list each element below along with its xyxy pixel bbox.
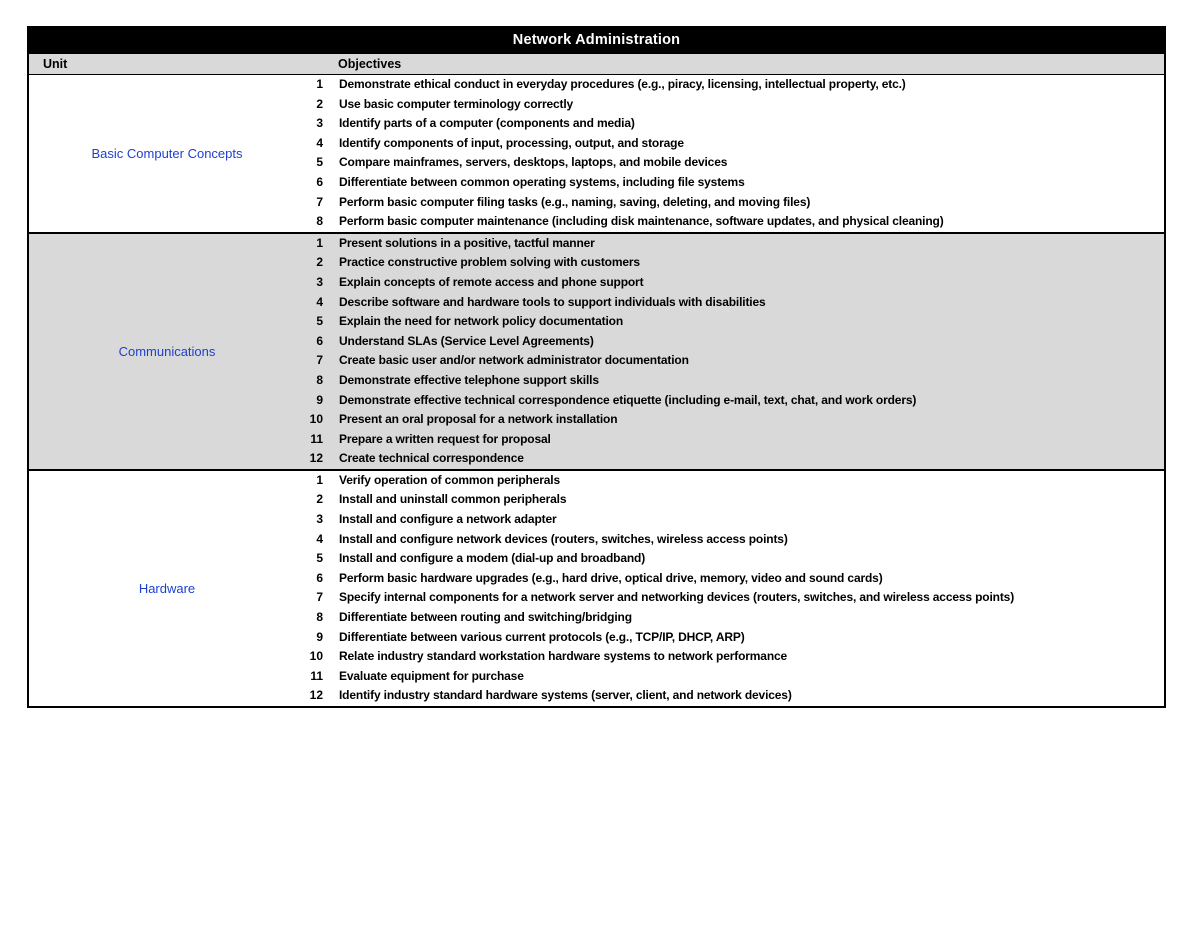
objective-text: Install and configure a network adapter bbox=[339, 512, 557, 527]
objective-text: Demonstrate effective technical correspondence etiquette (including e-mail, text, chat, and work orders) bbox=[339, 392, 917, 407]
objective-text: Create technical correspondence bbox=[339, 451, 524, 466]
objective-number: 9 bbox=[316, 629, 323, 644]
objective-text: Use basic computer terminology correctly bbox=[339, 96, 574, 111]
objective-text: Differentiate between common operating systems, including file systems bbox=[339, 174, 745, 189]
objective-text: Evaluate equipment for purchase bbox=[339, 668, 524, 683]
objective-number: 7 bbox=[316, 353, 323, 368]
objective-row bbox=[305, 114, 1164, 134]
objective-row bbox=[305, 75, 1164, 95]
objective-number: 11 bbox=[310, 668, 323, 683]
objective-row bbox=[305, 173, 1164, 193]
objective-number: 10 bbox=[309, 412, 323, 427]
objective-row bbox=[305, 273, 1164, 293]
objective-text: Specify internal components for a network server and networking devices (routers, switches, and wireless access points) bbox=[339, 590, 1015, 605]
header-row bbox=[29, 53, 1164, 75]
objective-number: 12 bbox=[309, 451, 323, 466]
objective-text: Identify industry standard hardware systems (server, client, and network devices) bbox=[339, 688, 792, 703]
objective-number: 4 bbox=[316, 294, 323, 309]
objective-row bbox=[305, 332, 1164, 352]
unit-section bbox=[29, 234, 1164, 471]
unit-name: Communications bbox=[118, 343, 216, 359]
objective-row bbox=[305, 608, 1164, 628]
objective-row bbox=[305, 410, 1164, 430]
unit-section bbox=[29, 75, 1164, 234]
objective-row bbox=[305, 351, 1164, 371]
objective-row bbox=[305, 686, 1164, 706]
objective-row bbox=[305, 530, 1164, 550]
objective-row bbox=[305, 391, 1164, 411]
objective-text: Present solutions in a positive, tactful manner bbox=[339, 235, 595, 250]
objective-text: Compare mainframes, servers, desktops, laptops, and mobile devices bbox=[339, 155, 728, 170]
objective-text: Demonstrate effective telephone support skills bbox=[339, 372, 599, 387]
objective-text: Relate industry standard workstation hardware systems to network performance bbox=[339, 649, 788, 664]
objective-number: 8 bbox=[316, 214, 323, 229]
objective-row bbox=[305, 471, 1164, 491]
objective-row bbox=[305, 153, 1164, 173]
objective-number: 4 bbox=[316, 531, 323, 546]
objective-text: Understand SLAs (Service Level Agreements) bbox=[339, 333, 594, 348]
objective-text: Demonstrate ethical conduct in everyday procedures (e.g., piracy, licensing, intellectual property, etc.) bbox=[339, 77, 906, 91]
objective-number: 5 bbox=[316, 551, 323, 566]
objective-row bbox=[305, 449, 1164, 469]
objective-number: 4 bbox=[316, 135, 323, 150]
objective-text: Identify components of input, processing, output, and storage bbox=[339, 135, 684, 150]
objective-number: 3 bbox=[316, 274, 323, 289]
objective-text: Practice constructive problem solving with customers bbox=[339, 255, 640, 270]
objective-text: Install and uninstall common peripherals bbox=[339, 492, 567, 507]
objective-row bbox=[305, 667, 1164, 687]
objective-row bbox=[305, 193, 1164, 213]
objectives-list bbox=[305, 75, 1164, 232]
objective-number: 1 bbox=[316, 472, 323, 487]
objective-number: 7 bbox=[316, 194, 323, 209]
objective-row bbox=[305, 569, 1164, 589]
objective-number: 1 bbox=[316, 77, 323, 91]
table-title: Network Administration bbox=[29, 28, 1164, 53]
objectives-table bbox=[27, 26, 1166, 708]
objective-row bbox=[305, 628, 1164, 648]
objective-row bbox=[305, 647, 1164, 667]
objective-text: Perform basic computer filing tasks (e.g., naming, saving, deleting, and moving files) bbox=[339, 194, 811, 209]
objective-number: 2 bbox=[316, 492, 323, 507]
objectives-list bbox=[305, 234, 1164, 469]
objective-row bbox=[305, 312, 1164, 332]
objective-text: Differentiate between various current protocols (e.g., TCP/IP, DHCP, ARP) bbox=[339, 629, 745, 644]
objective-number: 7 bbox=[316, 590, 323, 605]
objective-row bbox=[305, 95, 1164, 115]
objective-number: 2 bbox=[316, 96, 323, 111]
objective-number: 10 bbox=[309, 649, 323, 664]
objective-number: 11 bbox=[310, 431, 323, 446]
objective-number: 8 bbox=[316, 610, 323, 625]
objective-number: 5 bbox=[316, 155, 323, 170]
objective-row bbox=[305, 588, 1164, 608]
objective-row bbox=[305, 371, 1164, 391]
objective-number: 1 bbox=[316, 235, 323, 250]
objectives-list bbox=[305, 471, 1164, 706]
sections-container bbox=[29, 75, 1164, 706]
objective-number: 12 bbox=[309, 688, 323, 703]
objective-row bbox=[305, 490, 1164, 510]
unit-section bbox=[29, 471, 1164, 706]
objective-number: 5 bbox=[316, 314, 323, 329]
objective-text: Install and configure a modem (dial-up and broadband) bbox=[339, 551, 646, 566]
objective-text: Install and configure network devices (routers, switches, wireless access points) bbox=[339, 531, 788, 546]
objective-text: Explain the need for network policy documentation bbox=[339, 314, 624, 329]
objective-row bbox=[305, 134, 1164, 154]
objective-text: Differentiate between routing and switching/bridging bbox=[339, 610, 632, 625]
objective-row bbox=[305, 234, 1164, 254]
objective-number: 3 bbox=[316, 512, 323, 527]
objectives-column-header: Objectives bbox=[338, 57, 402, 71]
objective-number: 6 bbox=[316, 174, 323, 189]
objective-row bbox=[305, 212, 1164, 232]
objective-number: 9 bbox=[316, 392, 323, 407]
objective-number: 8 bbox=[316, 372, 323, 387]
objective-row bbox=[305, 430, 1164, 450]
objective-text: Identify parts of a computer (components and media) bbox=[339, 116, 635, 131]
objective-text: Perform basic hardware upgrades (e.g., hard drive, optical drive, memory, video and sound cards) bbox=[339, 570, 883, 585]
unit-name: Basic Computer Concepts bbox=[91, 145, 243, 161]
objective-text: Verify operation of common peripherals bbox=[339, 472, 561, 487]
objective-text: Perform basic computer maintenance (including disk maintenance, software updates, and physical cleaning) bbox=[339, 214, 944, 229]
objective-text: Present an oral proposal for a network installation bbox=[339, 412, 618, 427]
unit-name: Hardware bbox=[138, 580, 196, 596]
objective-text: Describe software and hardware tools to support individuals with disabilities bbox=[339, 294, 766, 309]
objective-number: 3 bbox=[316, 116, 323, 131]
objective-text: Create basic user and/or network administrator documentation bbox=[339, 353, 689, 368]
objective-row bbox=[305, 510, 1164, 530]
objective-number: 2 bbox=[316, 255, 323, 270]
objective-row bbox=[305, 293, 1164, 313]
objective-row bbox=[305, 253, 1164, 273]
unit-column-header: Unit bbox=[43, 57, 68, 71]
objective-number: 6 bbox=[316, 570, 323, 585]
objective-text: Explain concepts of remote access and phone support bbox=[339, 274, 644, 289]
objective-number: 6 bbox=[316, 333, 323, 348]
objective-text: Prepare a written request for proposal bbox=[339, 431, 551, 446]
objective-row bbox=[305, 549, 1164, 569]
